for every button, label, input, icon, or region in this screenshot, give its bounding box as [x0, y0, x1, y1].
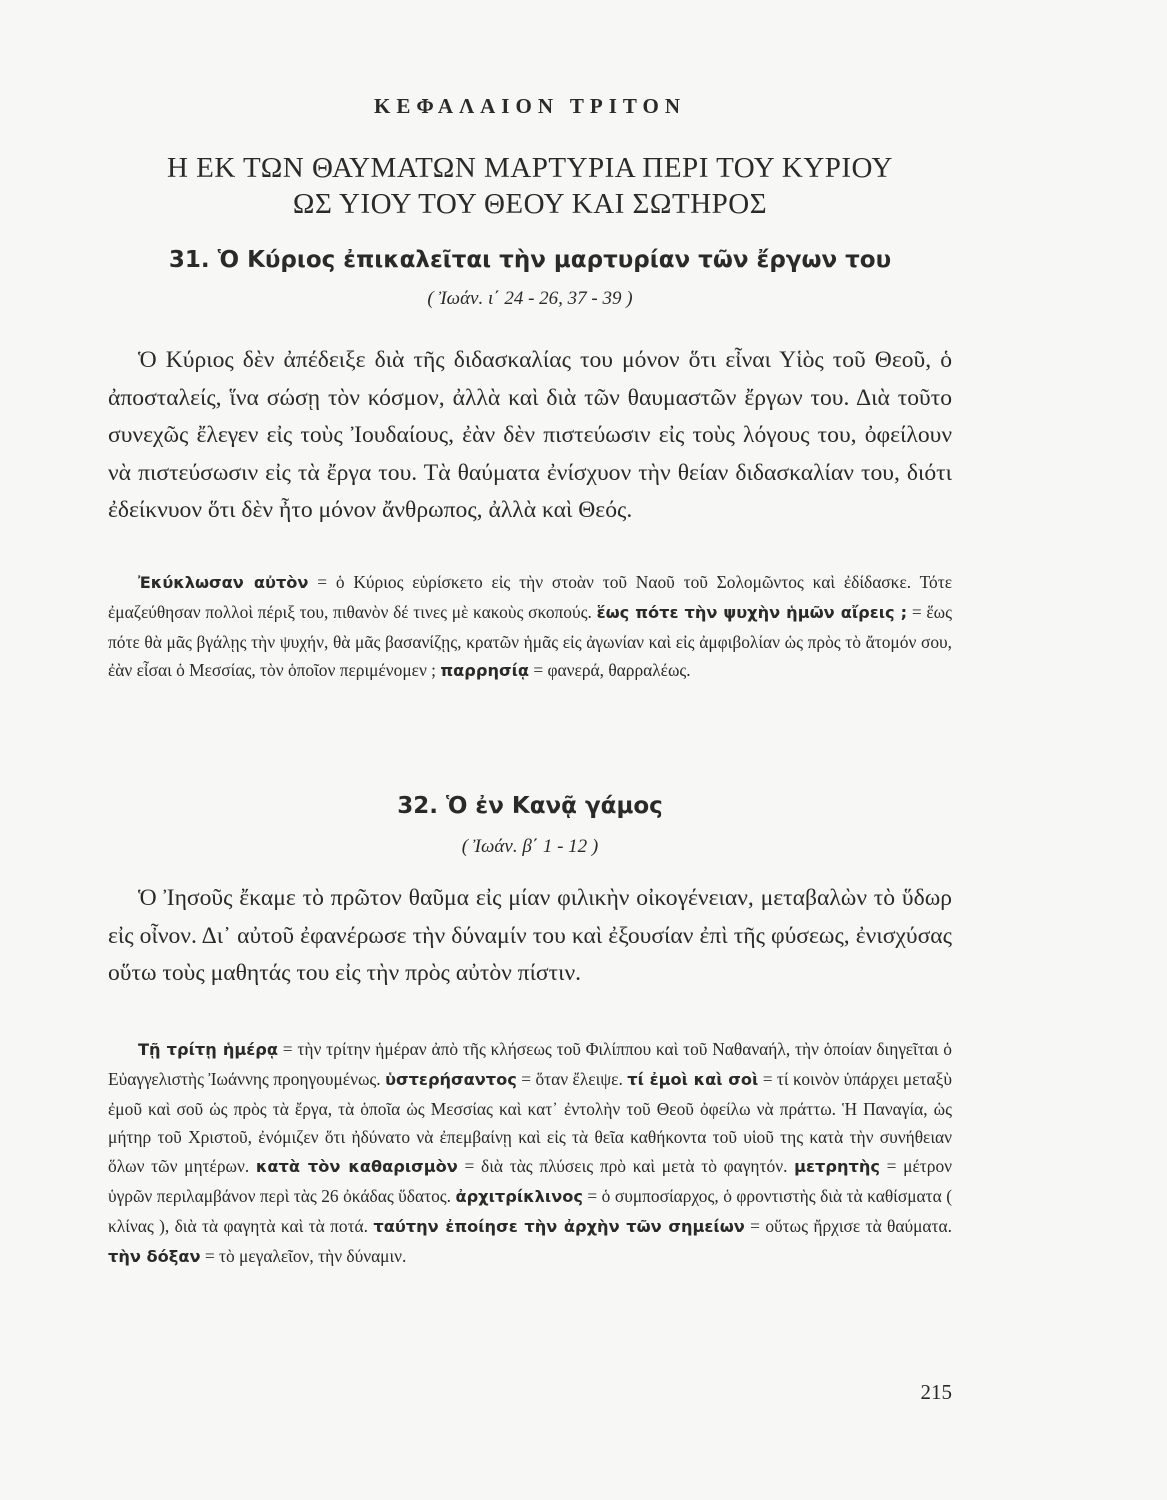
note-gloss: = ὁ Κύριος εὑρίσκετο εἰς τὴν στοὰν τοῦ Ναοῦ τοῦ Σολομῶντος καὶ ἐδίδασκε. Τότε ἐμαζεύθησαν πολλοὶ πέριξ του, πιθανὸν δέ τινες μὲ κακοὺς σκοπούς. — [108, 572, 952, 622]
chapter-title-line-2: ΩΣ ΥΙΟΥ ΤΟΥ ΘΕΟΥ ΚΑΙ ΣΩΤΗΡΟΣ — [292, 188, 768, 220]
note-gloss: = φανερά, θαρραλέως. — [529, 660, 691, 681]
chapter-title-line-1: Η ΕΚ ΤΩΝ ΘΑΥΜΑΤΩΝ ΜΑΡΤΥΡΙΑ ΠΕΡΙ ΤΟΥ ΚΥΡΙΟΥ — [166, 152, 893, 184]
note-gloss: = τὸ μεγαλεῖον, τὴν δύναμιν. — [200, 1245, 407, 1266]
note-term: παρρησίᾳ — [440, 661, 530, 681]
note-term: κατὰ τὸν καθαρισμὸν — [255, 1157, 458, 1177]
note-term: Ἐκύκλωσαν αὐτὸν — [138, 573, 309, 592]
section-32-body: Ὁ Ἰησοῦς ἔκαμε τὸ πρῶτον θαῦμα εἰς μίαν φιλικὴν οἰκογένειαν, μεταβαλὼν τὸ ὕδωρ εἰς οἶνον. Δι᾽ αὐτοῦ ἐφανέρωσε τὴν δύναμίν του καὶ ἐξουσίαν ἐπὶ τῆς φύσεως, ἐνισχύσας οὕτω τοὺς μαθητάς του εἰς τὴν πρὸς αὐτὸν πίστιν. — [108, 885, 952, 986]
section-31-note — [108, 568, 952, 686]
note-gloss: = ὅταν ἔλειψε. — [516, 1068, 628, 1089]
note-term: τί ἐμοὶ καὶ σοὶ — [627, 1069, 759, 1089]
chapter-title — [108, 150, 952, 222]
note-term: ὑστερήσαντος — [385, 1069, 517, 1089]
note-gloss: = οὕτως ἤρχισε τὰ θαύματα. — [744, 1215, 952, 1236]
note-term: Τῇ τρίτῃ ἡμέρᾳ — [138, 1040, 278, 1059]
note-gloss: = ἕως πότε θὰ μᾶς βγάλῃς τὴν ψυχήν, θὰ μᾶς βασανίζῃς, κρατῶν ἡμᾶς εἰς ἀγωνίαν καὶ εἰς ἀμφιβολίαν ὡς πρὸς τὸ ἄτομόν σου, ἐὰν εἶσαι ὁ Μεσσίας, τὸν ὁποῖον περιμένομεν ; — [108, 601, 952, 681]
book-page — [108, 0, 952, 1500]
section-32-note — [108, 1035, 952, 1271]
section-32-reference: ( Ἰωάν. β΄ 1 - 12 ) — [461, 836, 599, 857]
note-term: ἀρχιτρίκλινος — [455, 1186, 583, 1206]
page-number: 215 — [920, 1380, 952, 1404]
section-31-heading: 31. Ὁ Κύριος ἐπικαλεῖται τὴν μαρτυρίαν τῶν ἔργων του — [168, 247, 892, 273]
section-32-heading: 32. Ὁ ἐν Κανᾷ γάμος — [397, 793, 663, 819]
note-term: μετρητὴς — [794, 1157, 880, 1177]
note-gloss: = τί κοινὸν ὑπάρχει μεταξὺ ἐμοῦ καὶ σοῦ ὡς πρὸς τὰ ἔργα, τὰ ὁποῖα ὡς Μεσσίας καὶ κατ᾽ ἐντολὴν τοῦ Θεοῦ ὀφείλω νὰ πράττω. Ἡ Παναγία, ὡς μήτηρ τοῦ Χριστοῦ, ἐνόμιζεν ὅτι ἠδύνατο νὰ ἐπεμβαίνῃ καὶ εἰς τὰ θεῖα καθήκοντα τοῦ υἱοῦ της κατὰ τὴν συνήθειαν ὅλων τῶν μητέρων. — [108, 1068, 952, 1177]
note-gloss: = μέτρον ὑγρῶν περιλαμβάνον περὶ τὰς 26 ὀκάδας ὕδατος. — [108, 1156, 953, 1206]
note-term: ταύτην ἐποίησε τὴν ἀρχὴν τῶν σημείων — [373, 1216, 745, 1236]
section-31-reference: ( Ἰωάν. ι΄ 24 - 26, 37 - 39 ) — [427, 288, 633, 309]
note-gloss: = τὴν τρίτην ἡμέραν ἀπὸ τῆς κλήσεως τοῦ Φιλίππου καὶ τοῦ Ναθαναήλ, τὴν ὁποίαν διηγεῖται ὁ Εὐαγγελιστὴς Ἰωάννης προηγουμένως. — [108, 1039, 952, 1089]
section-31-body: Ὁ Κύριος δὲν ἀπέδειξε διὰ τῆς διδασκαλίας του μόνον ὅτι εἶναι Υἱὸς τοῦ Θεοῦ, ὁ ἀποσταλείς, ἵνα σώσῃ τὸν κόσμον, ἀλλὰ καὶ διὰ τῶν θαυμαστῶν ἔργων του. Διὰ τοῦτο συνεχῶς ἔλεγεν εἰς τοὺς Ἰουδαίους, ἐὰν δὲν πιστεύωσιν εἰς τοὺς λόγους του, ὀφείλουν νὰ πιστεύσωσιν εἰς τὰ ἔργα του. Τὰ θαύματα ἐνίσχυον τὴν θείαν διδασκαλίαν του, διότι ἐδείκνυον ὅτι δὲν ἦτο μόνον ἄνθρωπος, ἀλλὰ καὶ Θεός. — [108, 347, 952, 523]
note-term: τὴν δόξαν — [108, 1246, 201, 1266]
note-gloss: = διὰ τὰς πλύσεις πρὸ καὶ μετὰ τὸ φαγητόν. — [457, 1156, 795, 1177]
chapter-label: ΚΕΦΑΛΑΙΟΝ ΤΡΙΤΟΝ — [374, 94, 686, 118]
note-gloss: = ὁ συμποσίαρχος, ὁ φροντιστὴς διὰ τὰ καθίσματα ( κλίνας ), διὰ τὰ φαγητὰ καὶ τὰ ποτά. — [108, 1185, 952, 1236]
note-term: ἕως πότε τὴν ψυχὴν ἡμῶν αἴρεις ; — [596, 602, 908, 622]
